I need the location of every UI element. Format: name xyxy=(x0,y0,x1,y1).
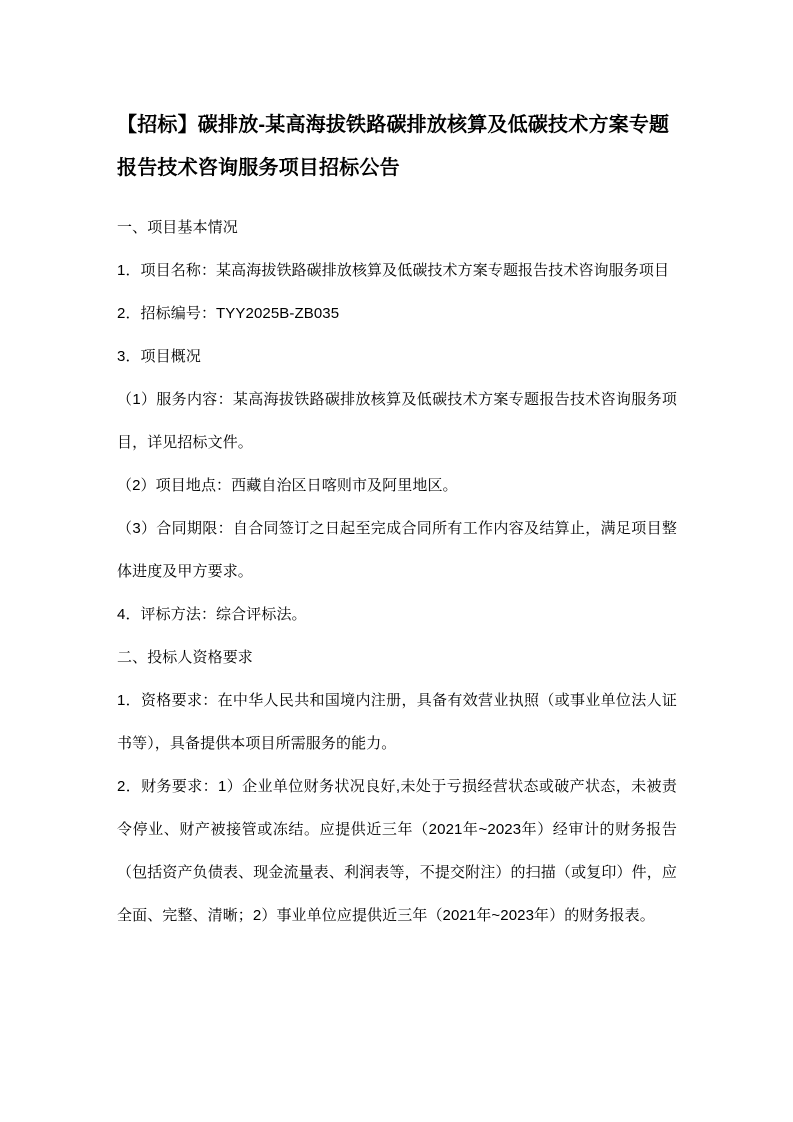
tender-number-item: 2．招标编号：TYY2025B-ZB035 xyxy=(117,305,340,322)
evaluation-method-item: 4．评标方法：综合评标法。 xyxy=(117,606,307,623)
contract-period-item: （3）合同期限：自合同签订之日起至完成合同所有工作内容及结算止，满足项目整体进度及甲方要求。 xyxy=(117,520,677,580)
section-heading-project-info: 一、项目基本情况 xyxy=(117,219,238,236)
document-title: 【招标】碳排放-某高海拔铁路碳排放核算及低碳技术方案专题报告技术咨询服务项目招标公告 xyxy=(117,114,670,179)
service-content-item: （1）服务内容：某高海拔铁路碳排放核算及低碳技术方案专题报告技术咨询服务项目，详见招标文件。 xyxy=(117,391,677,451)
project-location-item: （2）项目地点：西藏自治区日喀则市及阿里地区。 xyxy=(117,477,458,494)
project-name-item: 1．项目名称：某高海拔铁路碳排放核算及低碳技术方案专题报告技术咨询服务项目 xyxy=(117,262,670,279)
project-overview-item: 3．项目概况 xyxy=(117,348,201,365)
financial-requirement-item: 2．财务要求：1）企业单位财务状况良好,未处于亏损经营状态或破产状态，未被责令停业、财产被接管或冻结。应提供近三年（2021年~2023年）经审计的财务报告（包括资产负债表、现金流量表、利润表等，不提交附注）的扫描（或复印）件，应全面、完整、清晰；2）事业单位应提供近三年（2021年~2023年）的财务报表。 xyxy=(117,778,677,924)
document-body xyxy=(117,104,677,937)
section-heading-bidder-qualification: 二、投标人资格要求 xyxy=(117,649,253,666)
qualification-requirement-item: 1．资格要求：在中华人民共和国境内注册，具备有效营业执照（或事业单位法人证书等），具备提供本项目所需服务的能力。 xyxy=(117,692,677,752)
